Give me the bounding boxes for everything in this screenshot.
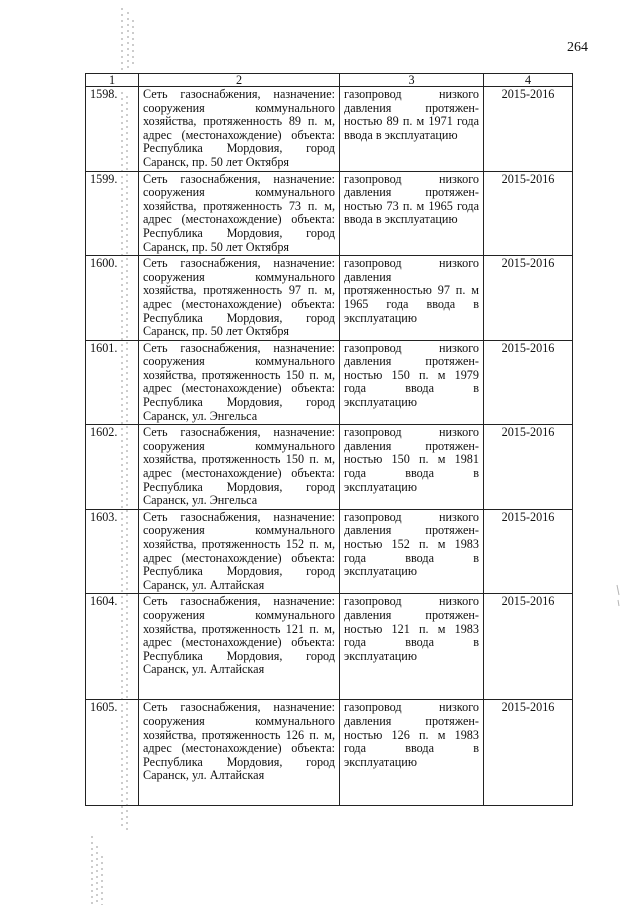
object-description: Сеть газоснабжения, назначение: сооружения коммунального хозяйства, протяженность 150 п. м, адрес (местонахождение) объекта: Республика Мордовия, город Саранск, ул. Энгельса xyxy=(139,340,340,425)
period: 2015-2016 xyxy=(484,171,573,256)
period: 2015-2016 xyxy=(484,594,573,700)
registry-table xyxy=(85,73,573,806)
object-description: Сеть газоснабжения, назначение: сооружения коммунального хозяйства, протяженность 152 п. м, адрес (местонахождение) объекта: Республика Мордовия, город Саранск, ул. Алтайская xyxy=(139,509,340,594)
period: 2015-2016 xyxy=(484,87,573,172)
row-number: 1599. xyxy=(86,171,139,256)
object-characteristics: газопровод низкого давления протяжен-ностью 73 п. м 1965 года ввода в эксплуатацию xyxy=(340,171,484,256)
object-characteristics: газопровод низкого давления протяжен-ностью 150 п. м 1981 года ввода в эксплуатацию xyxy=(340,425,484,510)
table-row xyxy=(86,87,573,172)
object-characteristics: газопровод низкого давления протяженностью 97 п. м 1965 года ввода в эксплуатацию xyxy=(340,256,484,341)
table-row xyxy=(86,340,573,425)
row-number: 1605. xyxy=(86,700,139,806)
object-description: Сеть газоснабжения, назначение: сооружения коммунального хозяйства, протяженность 73 п. м, адрес (местонахождение) объекта: Республика Мордовия, город Саранск, пр. 50 лет Октября xyxy=(139,171,340,256)
object-description: Сеть газоснабжения, назначение: сооружения коммунального хозяйства, протяженность 150 п. м, адрес (местонахождение) объекта: Республика Мордовия, город Саранск, ул. Энгельса xyxy=(139,425,340,510)
period: 2015-2016 xyxy=(484,700,573,806)
column-header-1: 1 xyxy=(86,74,139,87)
object-characteristics: газопровод низкого давления протяжен-ностью 89 п. м 1971 года ввода в эксплуатацию xyxy=(340,87,484,172)
period: 2015-2016 xyxy=(484,425,573,510)
table-header-row xyxy=(86,74,573,87)
object-description: Сеть газоснабжения, назначение: сооружения коммунального хозяйства, протяженность 89 п. м, адрес (местонахождение) объекта: Республика Мордовия, город Саранск, пр. 50 лет Октября xyxy=(139,87,340,172)
page-number: 264 xyxy=(567,40,588,55)
row-number: 1603. xyxy=(86,509,139,594)
table-row xyxy=(86,171,573,256)
table-row xyxy=(86,700,573,806)
table-row xyxy=(86,256,573,341)
period: 2015-2016 xyxy=(484,509,573,594)
table-row xyxy=(86,509,573,594)
object-characteristics: газопровод низкого давления протяжен-ностью 152 п. м 1983 года ввода в эксплуатацию xyxy=(340,509,484,594)
row-number: 1604. xyxy=(86,594,139,700)
table-row xyxy=(86,425,573,510)
row-number: 1601. xyxy=(86,340,139,425)
column-header-3: 3 xyxy=(340,74,484,87)
period: 2015-2016 xyxy=(484,256,573,341)
object-characteristics: газопровод низкого давления протяжен-ностью 150 п. м 1979 года ввода в эксплуатацию xyxy=(340,340,484,425)
period: 2015-2016 xyxy=(484,340,573,425)
object-characteristics: газопровод низкого давления протяжен-ностью 121 п. м 1983 года ввода в эксплуатацию xyxy=(340,594,484,700)
table-row xyxy=(86,594,573,700)
column-header-2: 2 xyxy=(139,74,340,87)
column-header-4: 4 xyxy=(484,74,573,87)
object-description: Сеть газоснабжения, назначение: сооружения коммунального хозяйства, протяженность 97 п. м, адрес (местонахождение) объекта: Республика Мордовия, город Саранск, пр. 50 лет Октября xyxy=(139,256,340,341)
object-description: Сеть газоснабжения, назначение: сооружения коммунального хозяйства, протяженность 126 п. м, адрес (местонахождение) объекта: Республика Мордовия, город Саранск, ул. Алтайская xyxy=(139,700,340,806)
row-number: 1602. xyxy=(86,425,139,510)
object-description: Сеть газоснабжения, назначение: сооружения коммунального хозяйства, протяженность 121 п. м, адрес (местонахождение) объекта: Республика Мордовия, город Саранск, ул. Алтайская xyxy=(139,594,340,700)
object-characteristics: газопровод низкого давления протяжен-ностью 126 п. м 1983 года ввода в эксплуатацию xyxy=(340,700,484,806)
row-number: 1598. xyxy=(86,87,139,172)
row-number: 1600. xyxy=(86,256,139,341)
